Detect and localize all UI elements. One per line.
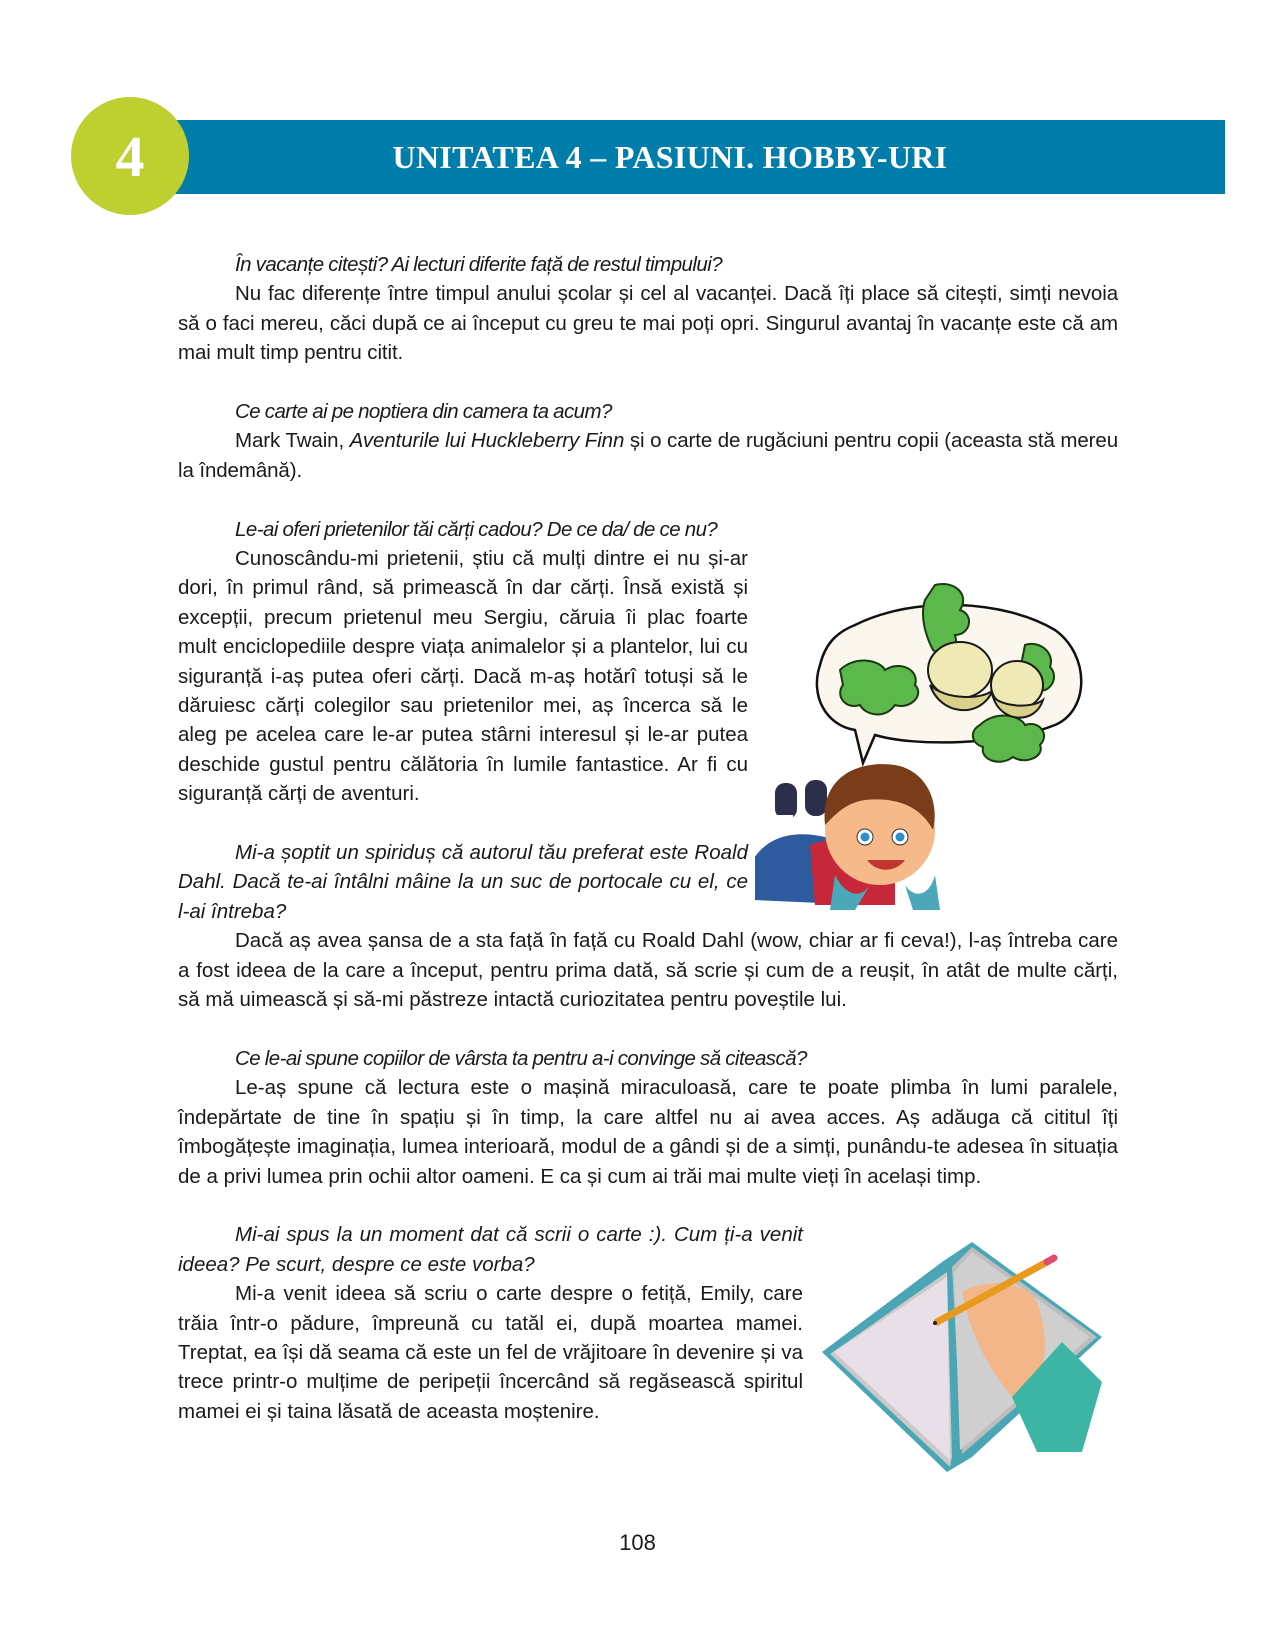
unit-title: UNITATEA 4 – PASIUNI. HOBBY-URI: [392, 138, 948, 175]
answer-2-rest: și o carte de rugăciuni pentru copii (aceasta stă mereu la îndemână).: [178, 429, 1119, 482]
answer-6: Mi-a venit ideea să scriu o carte despre o fetiță, Emily, care trăia într-o pădure, împreună cu tatăl ei, după moartea mamei. Treptat, ea își dă seama că este un fel de vrăjitoare în devenire și va trece printr-o mulțime de peripeții încercând să regăsească spiritul mamei ei și taina lăsată de aceasta moștenire.: [178, 1282, 803, 1423]
unit-number-badge: 4: [71, 97, 189, 215]
page-number: 108: [619, 1530, 656, 1555]
answer-2-author: Mark Twain,: [235, 429, 350, 453]
answer-1: Nu fac diferențe între timpul anului școlar și cel al vacanței. Dacă îți place să citești, simți nevoia să o faci mereu, căci după ce ai început cu greu te mai poți opri. Singurul avantaj în vacanțe este că am mai mult timp pentru citit.: [178, 282, 1118, 365]
answer-4: Dacă aș avea șansa de a sta față în față cu Roald Dahl (wow, chiar ar fi ceva!), l-aș întreba care a fost ideea de la care a început, pentru prima dată, să scrie și cum de a reușit, în atât de multe cărți, să mă uimească și să-mi păstreze intactă curiozitatea pentru poveștile lui.: [178, 929, 1118, 1012]
writing-book-illustration: [822, 1222, 1102, 1482]
question-2: Ce carte ai pe noptiera din camera ta acum?: [235, 400, 612, 424]
question-6: Mi-ai spus la un moment dat că scrii o carte :). Cum ți-a venit ideea? Pe scurt, despre ce este vorba?: [178, 1223, 803, 1276]
answer-2: [178, 426, 1118, 485]
question-5: Ce le-ai spune copiilor de vârsta ta pentru a-i convinge să citească?: [235, 1046, 807, 1070]
answer-5: Le-aș spune că lectura este o mașină miraculoasă, care te poate plimba în lumi paralele, îndepărtate de tine în spațiu și în timp, la care altfel nu ai avea acces. Aș adăuga că cititul îți îmbogățește imaginația, lumea interioară, modul de a gândi și de a simți, punându-te adesea în situația de a privi lumea prin ochii altor oameni. E ca și cum ai trăi mai multe vieți în același timp.: [178, 1076, 1118, 1188]
question-4: Mi-a șoptit un spiriduș că autorul tău preferat este Roald Dahl. Dacă te-ai întâlni mâine la un suc de portocale cu el, ce l-ai întreba?: [178, 841, 748, 923]
question-1: În vacanțe citești? Ai lecturi diferite față de restul timpului?: [235, 253, 723, 276]
answer-3: Cunoscându-mi prietenii, știu că mulți dintre ei nu și-ar dori, în primul rând, să primească în dar cărți. Însă există și excepții, precum prietenul meu Sergiu, căruia îi plac foarte mult enciclopediile despre viața animalelor și a plantelor, lui cu siguranță i-aș putea oferi cărți. Dacă m-aș hotărî totuși să le dăruiesc cărți colegilor sau prietenilor mei, aș încerca să le aleg pe acelea care le-ar putea stârni interesul și le-ar putea deschide gustul pentru călătoria în lumile fantastice. Ar fi cu siguranță cărți de aventuri.: [178, 547, 748, 806]
boy-dreaming-illustration: [755, 575, 1100, 915]
book-title: Aventurile lui Huckleberry Finn: [349, 429, 625, 453]
boy-icon: [755, 764, 940, 910]
question-3: Le-ai oferi prietenilor tăi cărți cadou? De ce da/ de ce nu?: [235, 517, 718, 541]
